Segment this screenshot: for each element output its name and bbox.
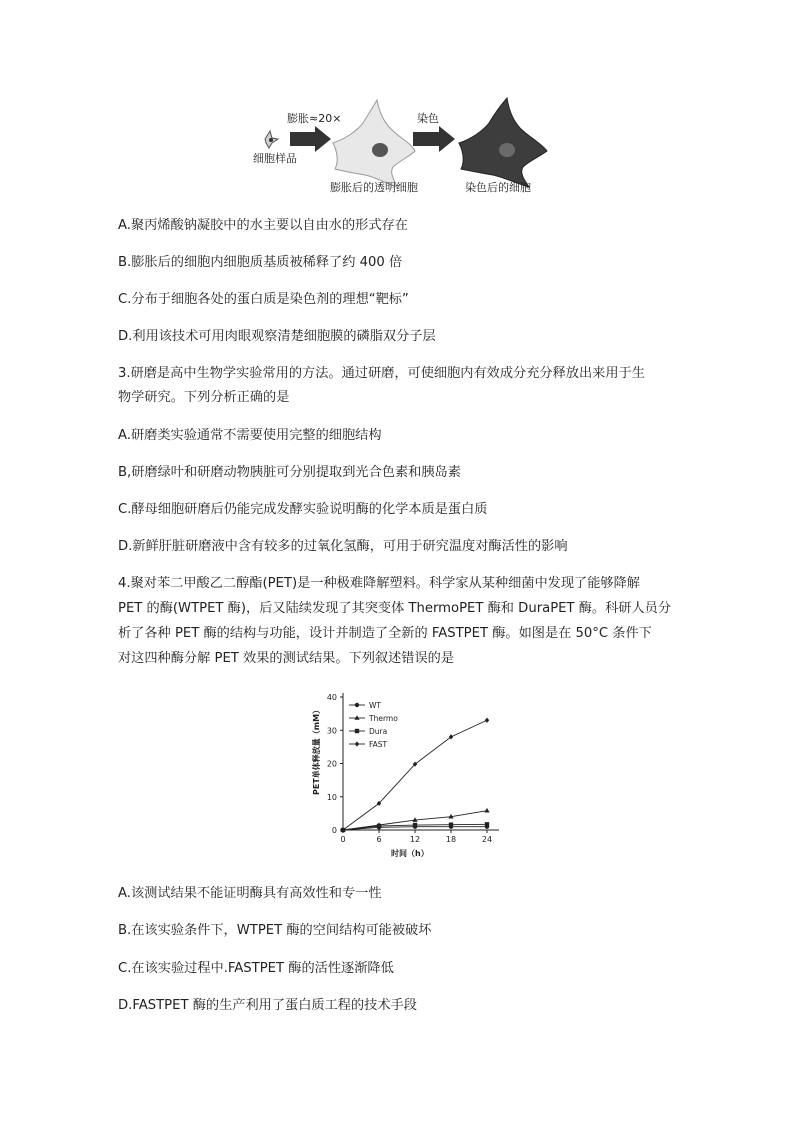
data-point-dura: [485, 822, 489, 826]
q4-option-c: C.在该实验过程中.FASTPET 酶的活性逐渐降低: [118, 961, 394, 976]
chart-y-axis-label: PET单体释放量（mM）: [312, 705, 321, 795]
data-point-dura: [449, 822, 453, 826]
q2-option-a: A.聚丙烯酸钠凝胶中的水主要以自由水的形式存在: [118, 218, 408, 233]
q4-stem-line4: 对这四种酶分解 PET 效果的测试结果。下列叙述错误的是: [118, 651, 455, 666]
stained-cell-shape: [459, 98, 547, 187]
q4-option-a: A.该测试结果不能证明酶具有高效性和专一性: [118, 886, 382, 901]
data-point-dura: [377, 824, 381, 828]
expanded-cell-caption: 膨胀后的透明细胞: [330, 181, 418, 194]
legend-marker-thermo: [354, 715, 359, 720]
sample-label: 细胞样品: [253, 152, 297, 165]
q4-option-d: D.FASTPET 酶的生产利用了蛋白质工程的技术手段: [118, 998, 417, 1013]
data-point-dura: [413, 823, 417, 827]
arrow2-label: 染色: [417, 112, 439, 125]
legend-marker-fast: [355, 741, 359, 746]
q2-option-d: D.利用该技术可用肉眼观察清楚细胞膜的磷脂双分子层: [118, 329, 436, 344]
q4-stem-line2: PET 的酶(WTPET 酶)，后又陆续发现了其突变体 ThermoPET 酶和 DuraPET 酶。科研人员分: [118, 601, 672, 616]
expanded-cell-shape: [333, 100, 415, 187]
legend-label-thermo: Thermo: [369, 714, 398, 723]
q2-option-c: C.分布于细胞各处的蛋白质是染色剂的理想“靶标”: [118, 292, 409, 307]
stained-cell-nucleus: [499, 143, 515, 157]
q3-stem-line1: 3.研磨是高中生物学实验常用的方法。通过研磨，可使细胞内有效成分充分释放出来用于生: [118, 366, 645, 381]
cell-sample-nucleus: [269, 138, 273, 142]
legend-label-wt: WT: [369, 701, 381, 710]
q2-option-b: B.膨胀后的细胞内细胞质基质被稀释了约 400 倍: [118, 255, 403, 270]
data-point-thermo: [484, 808, 489, 813]
q3-option-a: A.研磨类实验通常不需要使用完整的细胞结构: [118, 428, 382, 443]
chart-x-tick-label: 6: [376, 835, 382, 844]
chart-x-axis-label: 时间（h）: [391, 849, 429, 858]
expanded-cell-nucleus: [372, 143, 388, 157]
arrow1-icon: [290, 126, 331, 152]
q4-stem-line3: 析了各种 PET 酶的结构与功能，设计并制造了全新的 FASTPET 酶。如图是在 50°C 条件下: [118, 626, 652, 641]
cell-expansion-figure: [245, 95, 555, 205]
q4-option-b: B.在该实验条件下，WTPET 酶的空间结构可能被破坏: [118, 923, 432, 938]
chart-x-tick-label: 18: [445, 835, 457, 844]
legend-marker-wt: [355, 703, 359, 707]
q3-option-c: C.酵母细胞研磨后仍能完成发酵实验说明酶的化学本质是蛋白质: [118, 502, 488, 517]
series-line-fast: [343, 720, 487, 830]
chart-x-tick-label: 12: [409, 835, 421, 844]
chart-y-tick-label: 40: [326, 693, 337, 702]
chart-y-tick-label: 30: [326, 726, 337, 736]
arrow1-label: 膨胀≈20×: [287, 112, 342, 125]
chart-y-tick-label: 20: [326, 759, 337, 769]
q3-option-d: D.新鲜肝脏研磨液中含有较多的过氧化氢酶，可用于研究温度对酶活性的影响: [118, 539, 568, 554]
chart-x-tick-label: 24: [481, 835, 493, 844]
stained-cell-caption: 染色后的细胞: [465, 181, 531, 194]
data-point-fast: [485, 718, 489, 723]
chart-x-tick-label: 0: [340, 835, 346, 844]
legend-marker-dura: [355, 729, 359, 733]
pet-release-chart: [305, 685, 505, 860]
q4-stem-line1: 4.聚对苯二甲酸乙二醇酯(PET)是一种极难降解塑料。科学家从某种细菌中发现了能够降解: [118, 576, 640, 591]
chart-y-tick-label: 10: [326, 792, 337, 802]
legend-label-dura: Dura: [369, 727, 388, 736]
q3-stem-line2: 物学研究。下列分析正确的是: [118, 390, 290, 405]
q3-option-b: B,研磨绿叶和研磨动物胰脏可分别提取到光合色素和胰岛素: [118, 465, 461, 480]
data-point-fast: [449, 734, 453, 739]
arrow2-icon: [413, 126, 455, 152]
legend-label-fast: FAST: [369, 740, 388, 749]
chart-y-tick-label: 0: [331, 826, 337, 835]
